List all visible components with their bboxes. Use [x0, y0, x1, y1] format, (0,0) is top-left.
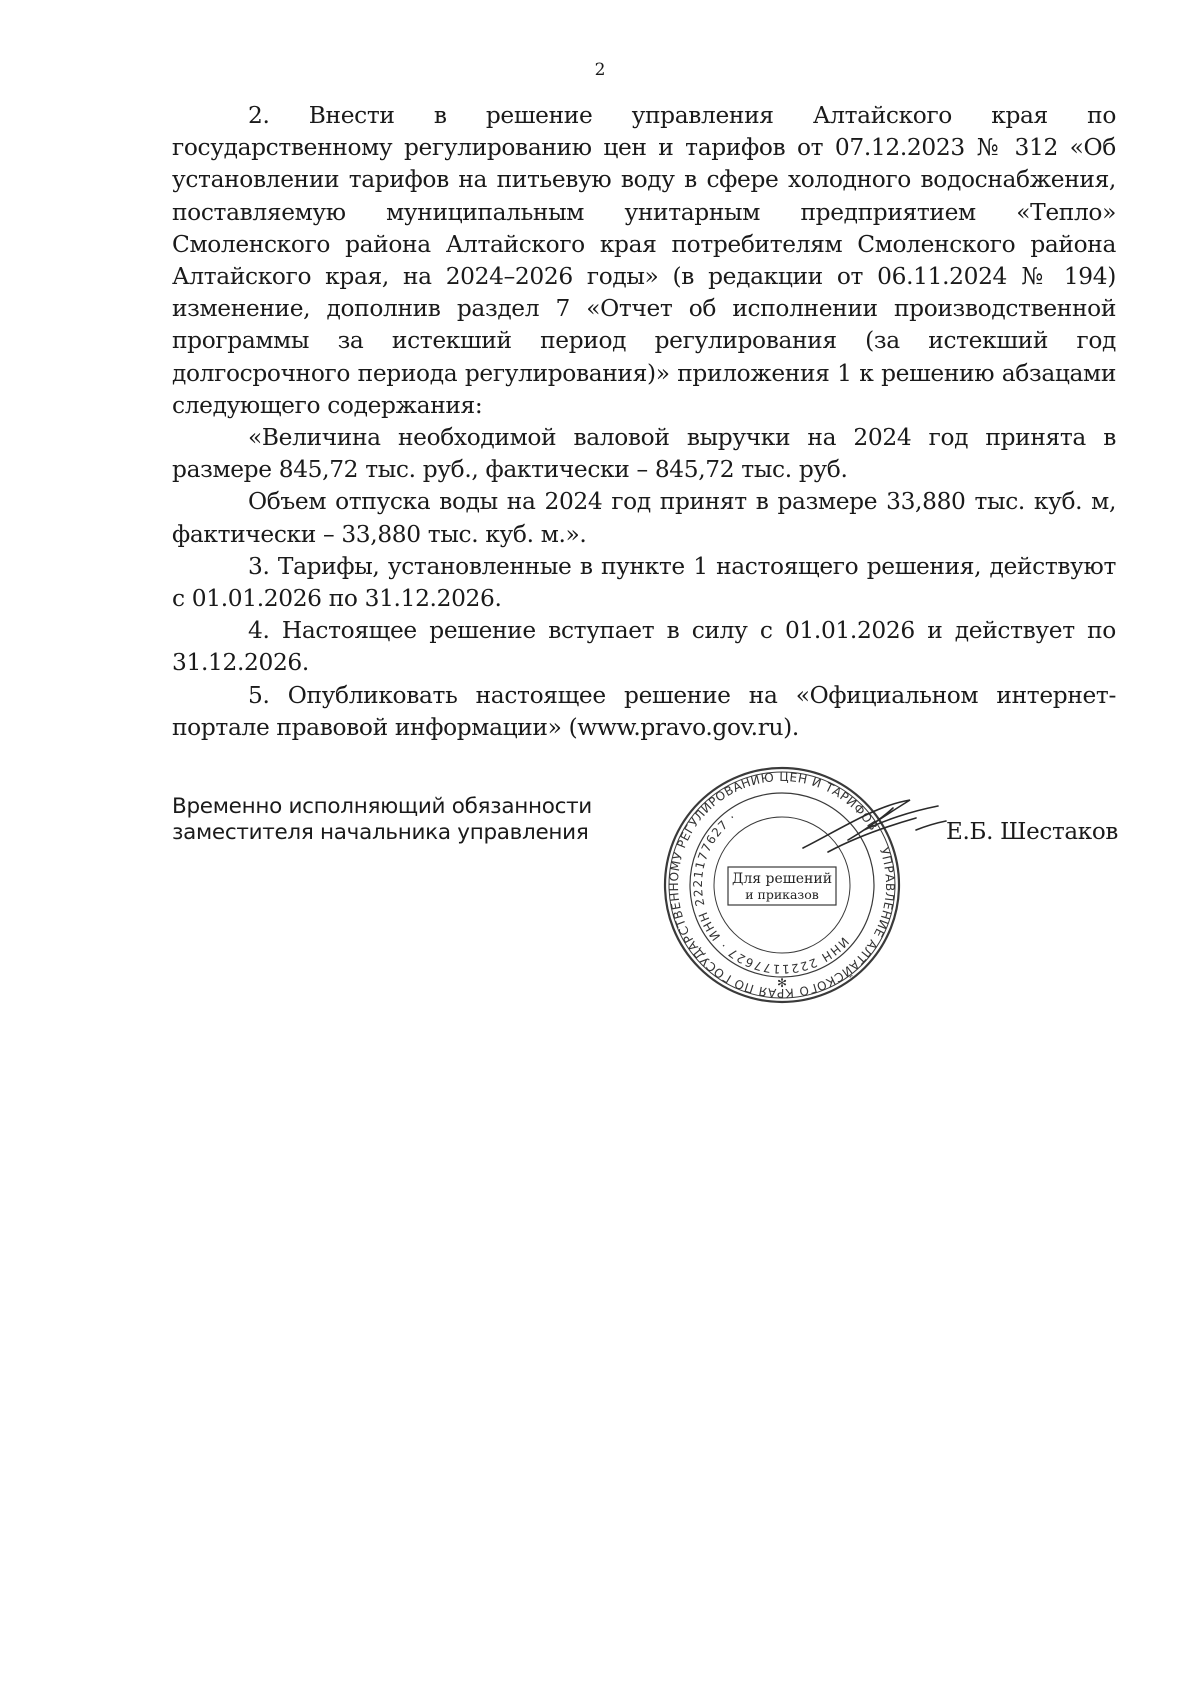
paragraph-amendment: 2. Внести в решение управления Алтайского края по государственному регулированию цен и тарифов от 07.12.2023 № 312 «Об установлении тарифов на питьевую воду в сфере холодного водоснабжения, поставляемую муниципальным унитарным предприятием «Тепло» Смоленского района Алтайского края потребителям Смоленского района Алтайского края, на 2024–2026 годы» (в редакции от 06.11.2024 № 194) изменение, дополнив раздел 7 «Отчет об исполнении производственной программы за истекший период регулирования (за истекший год долгосрочного периода регулирования)» приложения 1 к решению абзацами следующего содержания:: [172, 102, 1116, 419]
paragraph-water-volume: Объем отпуска воды на 2024 год принят в размере 33,880 тыс. куб. м, фактически – 33,880 тыс. куб. м.».: [172, 488, 1116, 548]
document-body: [172, 100, 1116, 744]
stamp-center-line2: и приказов: [745, 887, 819, 902]
handwritten-signature: [798, 790, 948, 860]
paragraph-publication: 5. Опубликовать настоящее решение на «Официальном интернет-портале правовой информации» (www.pravo.gov.ru).: [172, 681, 1116, 741]
stamp-star-icon: ✻: [776, 976, 788, 990]
paragraph-revenue: «Величина необходимой валовой выручки на 2024 год принята в размере 845,72 тыс. руб., фактически – 845,72 тыс. руб.: [172, 424, 1116, 484]
stamp-outer-text: УПРАВЛЕНИЕ АЛТАЙСКОГО КРАЯ ПО ГОСУДАРСТВЕННОМУ РЕГУЛИРОВАНИЮ ЦЕН И ТАРИФОВ: [666, 769, 898, 1001]
stamp-center-line1: Для решений: [731, 871, 833, 887]
stamp-inner-text: ИНН 2221177627 · ИНН 2221177627 ·: [690, 809, 852, 977]
signatory-position: [172, 794, 592, 846]
page-number: 2: [594, 60, 606, 80]
signatory-position-line1: Временно исполняющий обязанности: [172, 794, 592, 819]
paragraph-effective-date: 4. Настоящее решение вступает в силу с 01.01.2026 и действует по 31.12.2026.: [172, 617, 1116, 677]
signatory-position-line2: заместителя начальника управления: [172, 820, 589, 845]
paragraph-tariff-period: 3. Тарифы, установленные в пункте 1 настоящего решения, действуют с 01.01.2026 по 31.12.2026.: [172, 552, 1116, 613]
signatory-name: Е.Б. Шестаков: [946, 819, 1119, 845]
